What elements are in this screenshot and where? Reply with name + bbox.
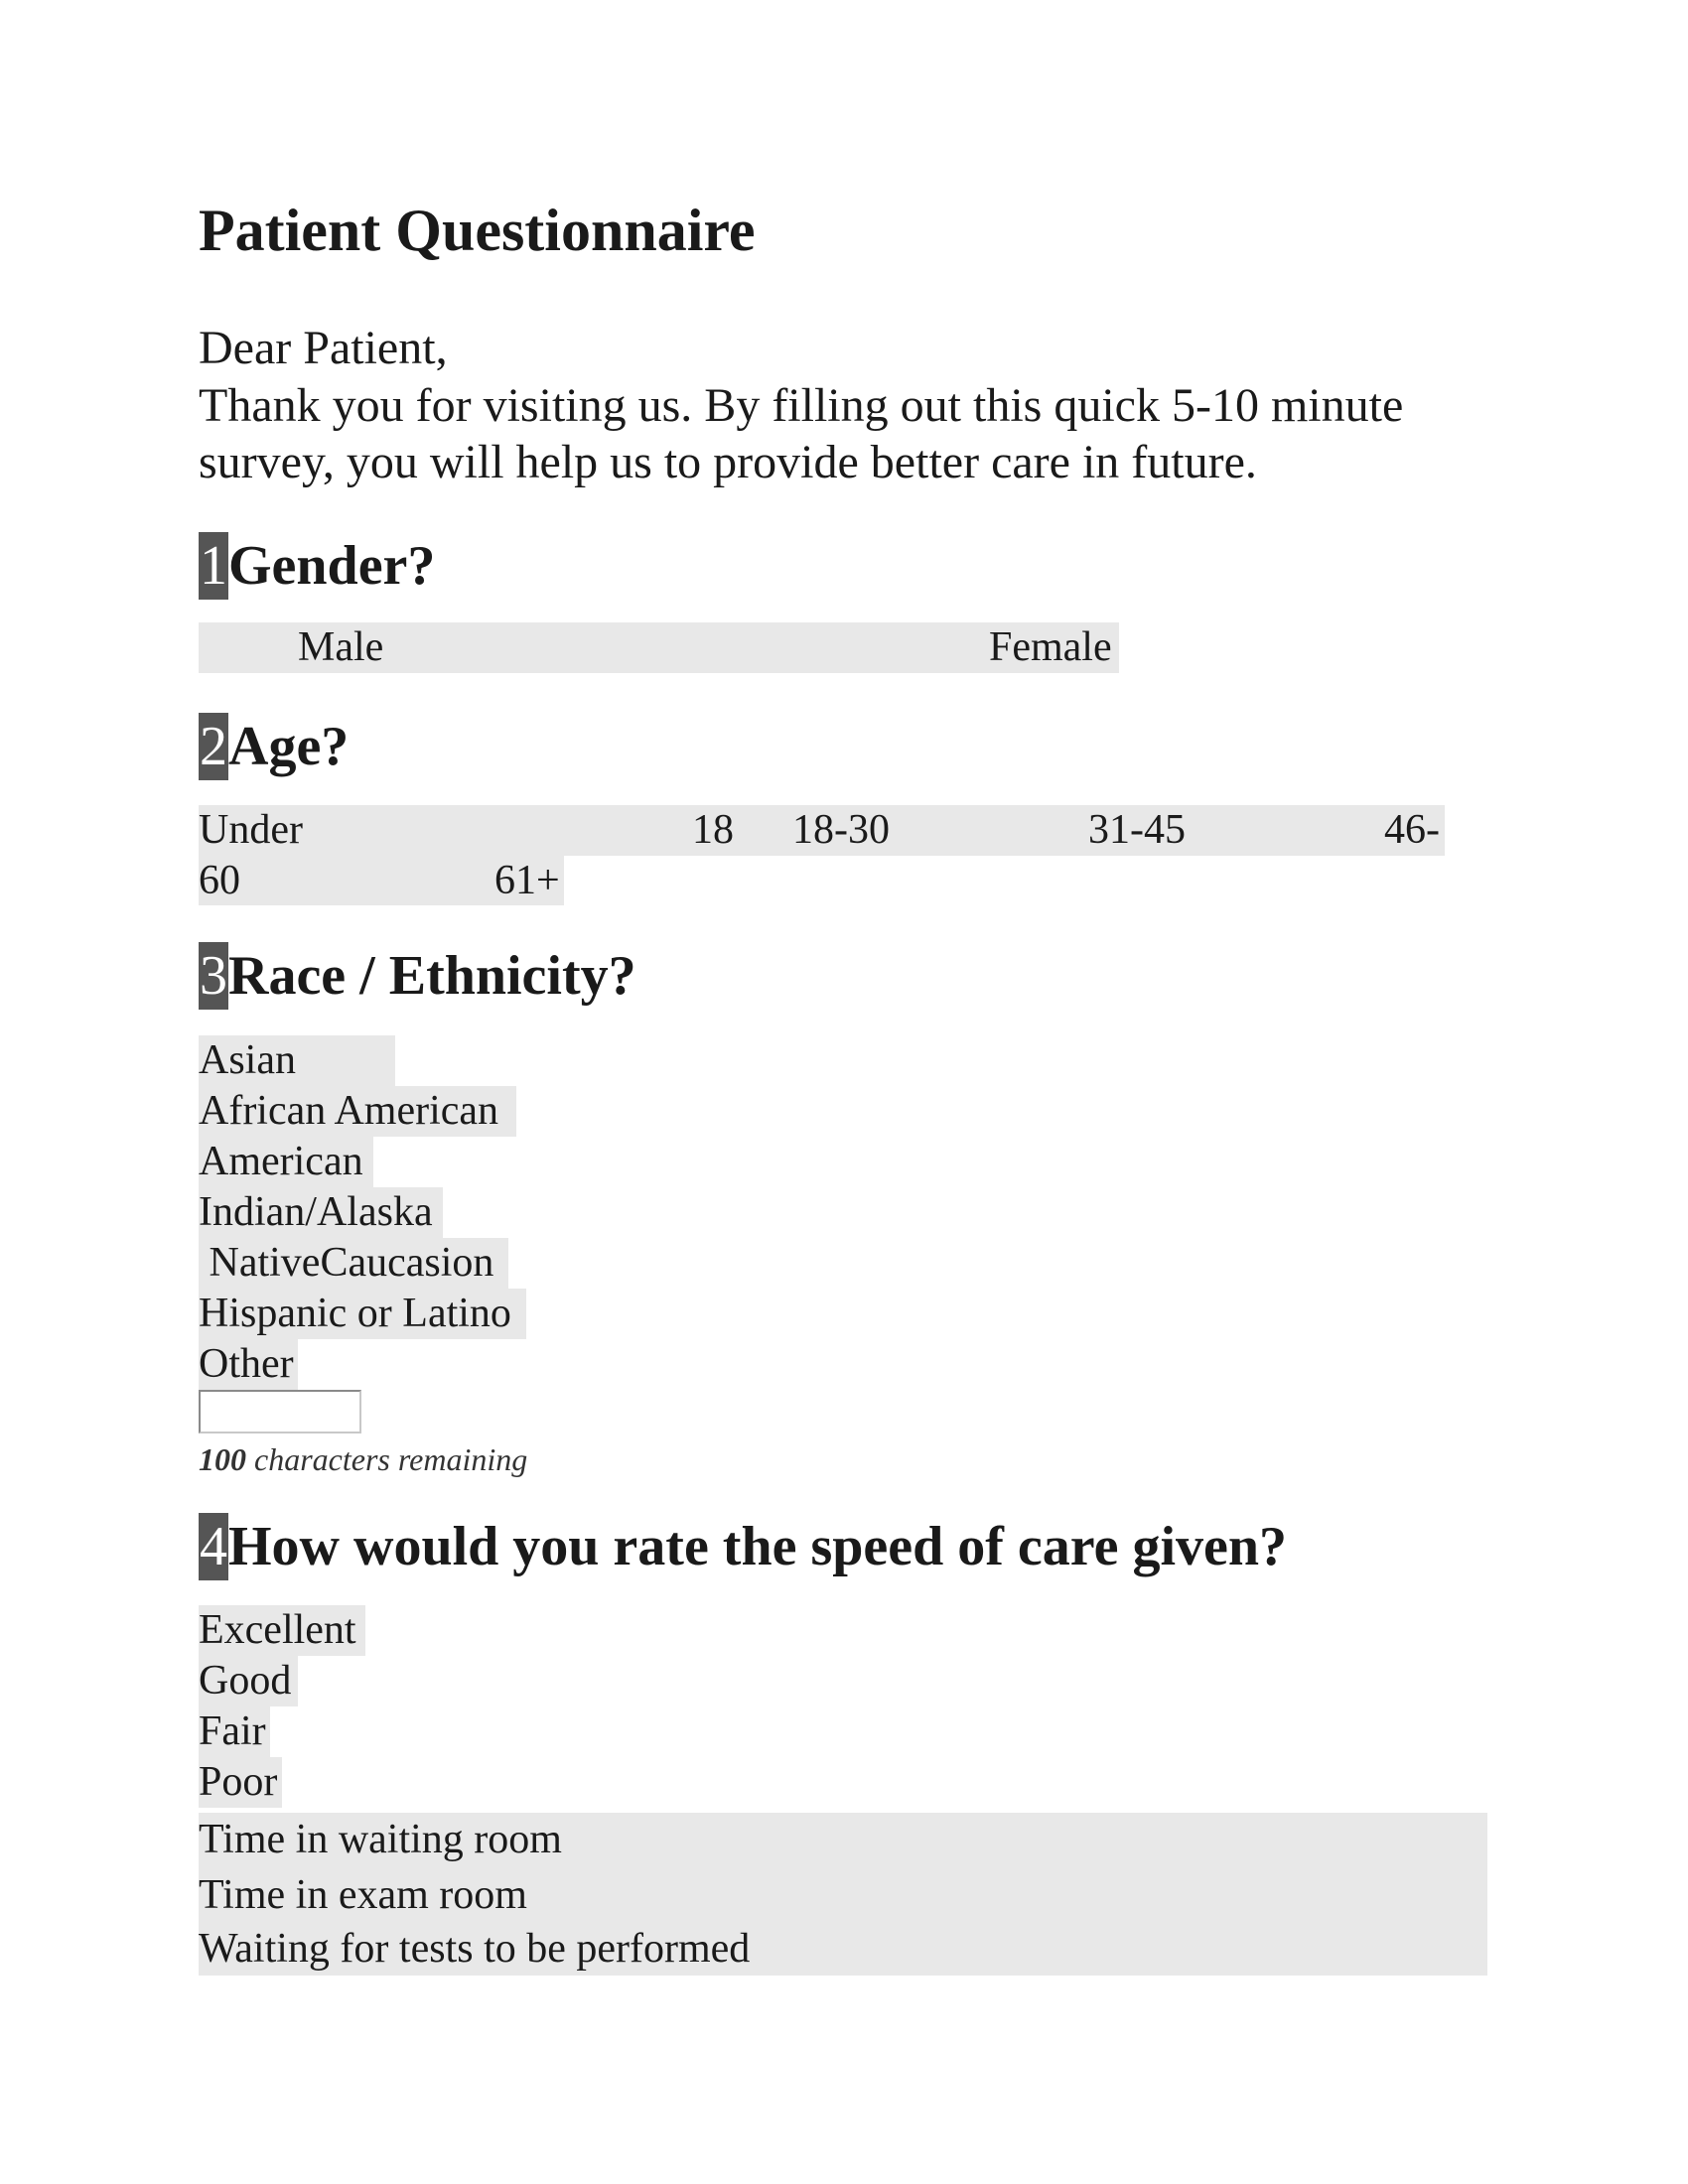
option-male[interactable]: Male — [298, 624, 384, 670]
question-1-text: Gender? — [228, 535, 436, 597]
option-60[interactable]: 60 — [199, 858, 240, 903]
intro-line-2: survey, you will help us to provide better care in future. — [199, 436, 1257, 488]
option-excellent[interactable]: Excellent — [199, 1607, 356, 1653]
rating-row-exam-room: Time in exam room — [199, 1872, 527, 1918]
option-hispanic-latino[interactable]: Hispanic or Latino — [199, 1291, 511, 1336]
remaining-label: characters remaining — [246, 1441, 528, 1477]
page-title: Patient Questionnaire — [199, 198, 756, 263]
option-good[interactable]: Good — [199, 1658, 292, 1704]
option-fair[interactable]: Fair — [199, 1708, 266, 1754]
option-under[interactable]: Under — [199, 807, 303, 853]
rating-rows — [199, 1813, 1487, 1976]
question-2-text: Age? — [228, 716, 350, 777]
option-18[interactable]: 18 — [692, 807, 734, 853]
option-18-30[interactable]: 18-30 — [792, 807, 890, 853]
option-asian[interactable]: Asian — [199, 1037, 296, 1083]
option-other[interactable]: Other — [199, 1341, 294, 1387]
option-61-plus[interactable]: 61+ — [494, 858, 560, 903]
option-american[interactable]: American — [199, 1139, 363, 1184]
greeting: Dear Patient, — [199, 322, 448, 374]
rating-row-waiting-room: Time in waiting room — [199, 1817, 562, 1862]
question-number-badge: 4 — [199, 1513, 228, 1580]
option-female[interactable]: Female — [989, 624, 1112, 670]
question-3-heading — [199, 941, 636, 1011]
option-31-45[interactable]: 31-45 — [1088, 807, 1186, 853]
question-number-badge: 2 — [199, 713, 228, 780]
option-46[interactable]: 46- — [1384, 807, 1440, 853]
rating-row-tests: Waiting for tests to be performed — [199, 1926, 751, 1972]
remaining-count: 100 — [199, 1441, 246, 1477]
question-1-heading — [199, 531, 435, 601]
option-indian-alaska[interactable]: Indian/Alaska — [199, 1189, 433, 1235]
intro-line-1: Thank you for visiting us. By filling out this quick 5-10 minute — [199, 379, 1404, 432]
other-text-field[interactable] — [199, 1390, 361, 1433]
question-4-heading — [199, 1512, 1287, 1581]
question-4-text: How would you rate the speed of care given? — [228, 1516, 1287, 1577]
characters-remaining — [199, 1439, 527, 1479]
option-poor[interactable]: Poor — [199, 1759, 278, 1805]
question-3-text: Race / Ethnicity? — [228, 945, 636, 1007]
question-number-badge: 1 — [199, 532, 228, 600]
option-african-american[interactable]: African American — [199, 1088, 499, 1134]
question-number-badge: 3 — [199, 942, 228, 1010]
option-native-caucasion[interactable]: NativeCaucasion — [199, 1240, 494, 1286]
question-2-heading — [199, 712, 349, 781]
